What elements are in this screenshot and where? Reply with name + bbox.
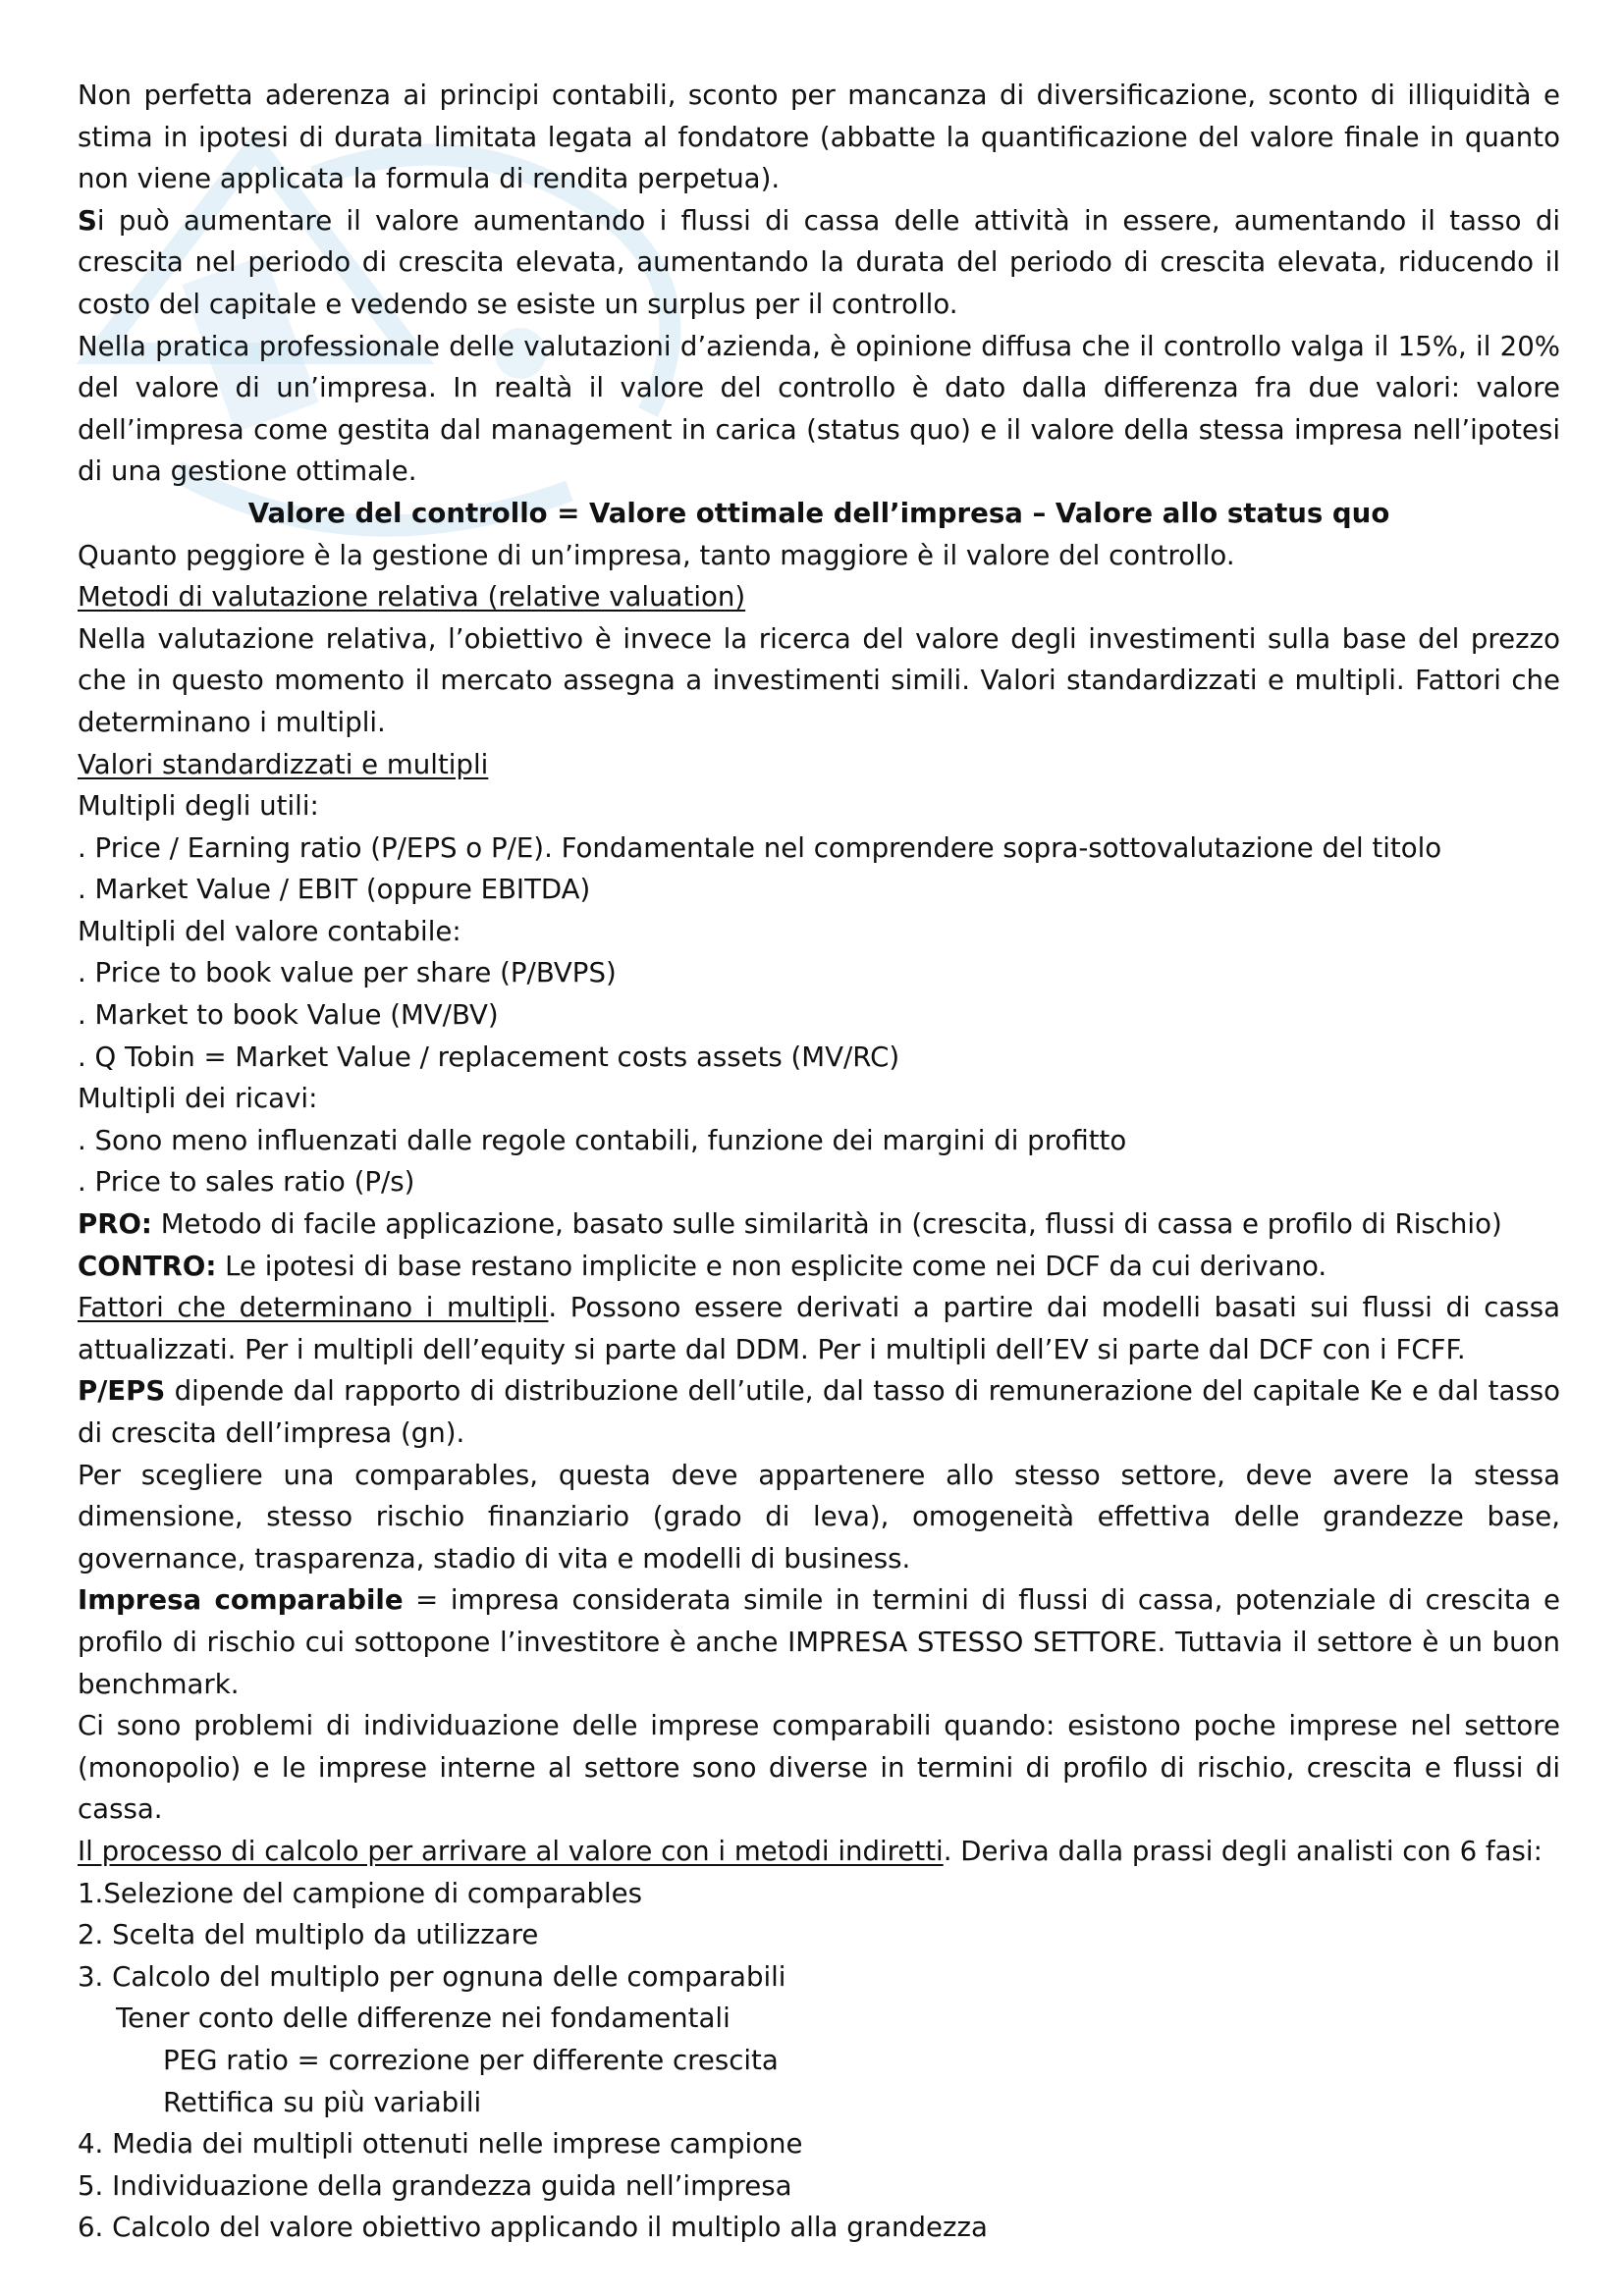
- step-5: 5. Individuazione della grandezza guida nell’impresa: [78, 2168, 792, 2202]
- peps-label: P/EPS: [78, 1374, 166, 1408]
- paragraph-pro: [78, 1203, 1560, 1246]
- list-item-pbvps: . Price to book value per share (P/BVPS): [78, 956, 617, 989]
- pro-text: Metodo di facile applicazione, basato sulle similarità in (crescita, flussi di cassa e profilo di Rischio): [151, 1207, 1502, 1241]
- peps-text: dipende dal rapporto di distribuzione dell’utile, dal tasso di remunerazione del capitale Ke e dal tasso di crescita dell’impresa (gn).: [78, 1374, 1560, 1449]
- list-item-pe: . Price / Earning ratio (P/EPS o P/E). Fondamentale nel comprendere sopra-sottovalutazione del titolo: [78, 830, 1442, 864]
- fattori-text: . Possono essere derivati a partire dai modelli basati sui flussi di cassa attualizzati. Per i multipli dell’equity si parte dal DDM. Per i multipli dell’EV si parte dal DCF con i FCFF.: [78, 1291, 1560, 1365]
- contro-text: Le ipotesi di base restano implicite e non esplicite come nei DCF da cui derivano.: [216, 1249, 1327, 1282]
- paragraph-principi: Non perfetta aderenza ai principi contabili, sconto per mancanza di diversificazione, sconto di illiquidità e stima in ipotesi di durata limitata legata al fondatore (abbatte la quantificazione del valore finale in quanto non viene applicata la formula di rendita perpetua).: [78, 79, 1560, 195]
- impresa-text: = impresa considerata simile in termini di flussi di cassa, potenziale di crescita e profilo di rischio cui sottopone l’investitore è anche IMPRESA STESSO SETTORE. Tuttavia il settore è un buon benchmark.: [78, 1583, 1560, 1700]
- list-title-ricavi: Multipli dei ricavi:: [78, 1082, 318, 1115]
- list-item-ps: . Price to sales ratio (P/s): [78, 1165, 415, 1199]
- heading-fattori: Fattori che determinano i multipli: [78, 1291, 549, 1324]
- document-page: [78, 75, 1560, 2249]
- list-title-contabile: Multipli del valore contabile:: [78, 914, 461, 947]
- step-6: 6. Calcolo del valore obiettivo applicando il multiplo alla grandezza: [78, 2211, 988, 2244]
- heading-valori-standardizzati: Valori standardizzati e multipli: [78, 747, 489, 780]
- impresa-label: Impresa comparabile: [78, 1583, 404, 1617]
- list-title-utili: Multipli degli utili:: [78, 789, 319, 823]
- paragraph-peps: [78, 1370, 1560, 1454]
- paragraph-problemi: Ci sono problemi di individuazione delle imprese comparabili quando: esistono poche imprese nel settore (monopolio) e le imprese interne al settore sono diverse in termini di profilo di rischio, crescita e flussi di cassa.: [78, 1709, 1560, 1826]
- step-3-sub: Tener conto delle differenze nei fondamentali: [116, 2002, 731, 2035]
- list-item-mvbv: . Market to book Value (MV/BV): [78, 998, 499, 1032]
- contro-label: CONTRO:: [78, 1249, 217, 1282]
- paragraph-pratica: Nella pratica professionale delle valutazioni d’azienda, è opinione diffusa che il controllo valga il 15%, il 20% del valore di un’impresa. In realtà il valore del controllo è dato dalla differenza fra due valori: valore dell’impresa come gestita dal management in carica (status quo) e il valore della stessa impresa nell’ipotesi di una gestione ottimale.: [78, 329, 1560, 488]
- step-3-sub-peg: PEG ratio = correzione per differente crescita: [163, 2043, 779, 2076]
- paragraph-aumentare-valore: [78, 200, 1560, 326]
- heading-relative-valuation: Metodi di valutazione relativa (relative valuation): [78, 580, 746, 614]
- paragraph-fattori: [78, 1287, 1560, 1370]
- paragraph-processo: [78, 1831, 1560, 1873]
- paragraph-contro: [78, 1246, 1560, 1288]
- paragraph-valutazione-relativa: Nella valutazione relativa, l’obiettivo è invece la ricerca del valore degli investimenti sulla base del prezzo che in questo momento il mercato assegna a investimenti simili. Valori standardizzati e multipli. Fattori che determinano i multipli.: [78, 621, 1560, 738]
- formula-valore-controllo: Valore del controllo = Valore ottimale dell’impresa – Valore allo status quo: [247, 496, 1390, 529]
- step-4: 4. Media dei multipli ottenuti nelle imprese campione: [78, 2127, 803, 2161]
- step-3: 3. Calcolo del multiplo per ognuna delle comparabili: [78, 1959, 786, 1993]
- heading-processo: Il processo di calcolo per arrivare al valore con i metodi indiretti: [78, 1834, 944, 1867]
- pro-label: PRO:: [78, 1207, 152, 1241]
- list-item-qtobin: . Q Tobin = Market Value / replacement costs assets (MV/RC): [78, 1040, 900, 1073]
- drop-letter: S: [78, 203, 97, 237]
- paragraph-impresa-comparabile: [78, 1579, 1560, 1705]
- list-item-ebit: . Market Value / EBIT (oppure EBITDA): [78, 873, 591, 906]
- paragraph-comparables: Per scegliere una comparables, questa deve appartenere allo stesso settore, deve avere la stessa dimensione, stesso rischio finanziario (grado di leva), omogeneità effettiva delle grandezze base, governance, trasparenza, stadio di vita e modelli di business.: [78, 1458, 1560, 1575]
- list-item-regole: . Sono meno influenzati dalle regole contabili, funzione dei margini di profitto: [78, 1123, 1127, 1156]
- paragraph-aumentare-text: i può aumentare il valore aumentando i flussi di cassa delle attività in essere, aumentando il tasso di crescita nel periodo di crescita elevata, aumentando la durata del periodo di crescita elevata, riducendo il costo del capitale e vedendo se esiste un surplus per il controllo.: [78, 203, 1560, 320]
- paragraph-gestione: Quanto peggiore è la gestione di un’impresa, tanto maggiore è il valore del controllo.: [78, 538, 1235, 571]
- step-1: 1.Selezione del campione di comparables: [78, 1876, 643, 1909]
- step-2: 2. Scelta del multiplo da utilizzare: [78, 1918, 539, 1951]
- processo-text: . Deriva dalla prassi degli analisti con 6 fasi:: [943, 1834, 1543, 1867]
- step-3-sub-rettifica: Rettifica su più variabili: [163, 2085, 482, 2118]
